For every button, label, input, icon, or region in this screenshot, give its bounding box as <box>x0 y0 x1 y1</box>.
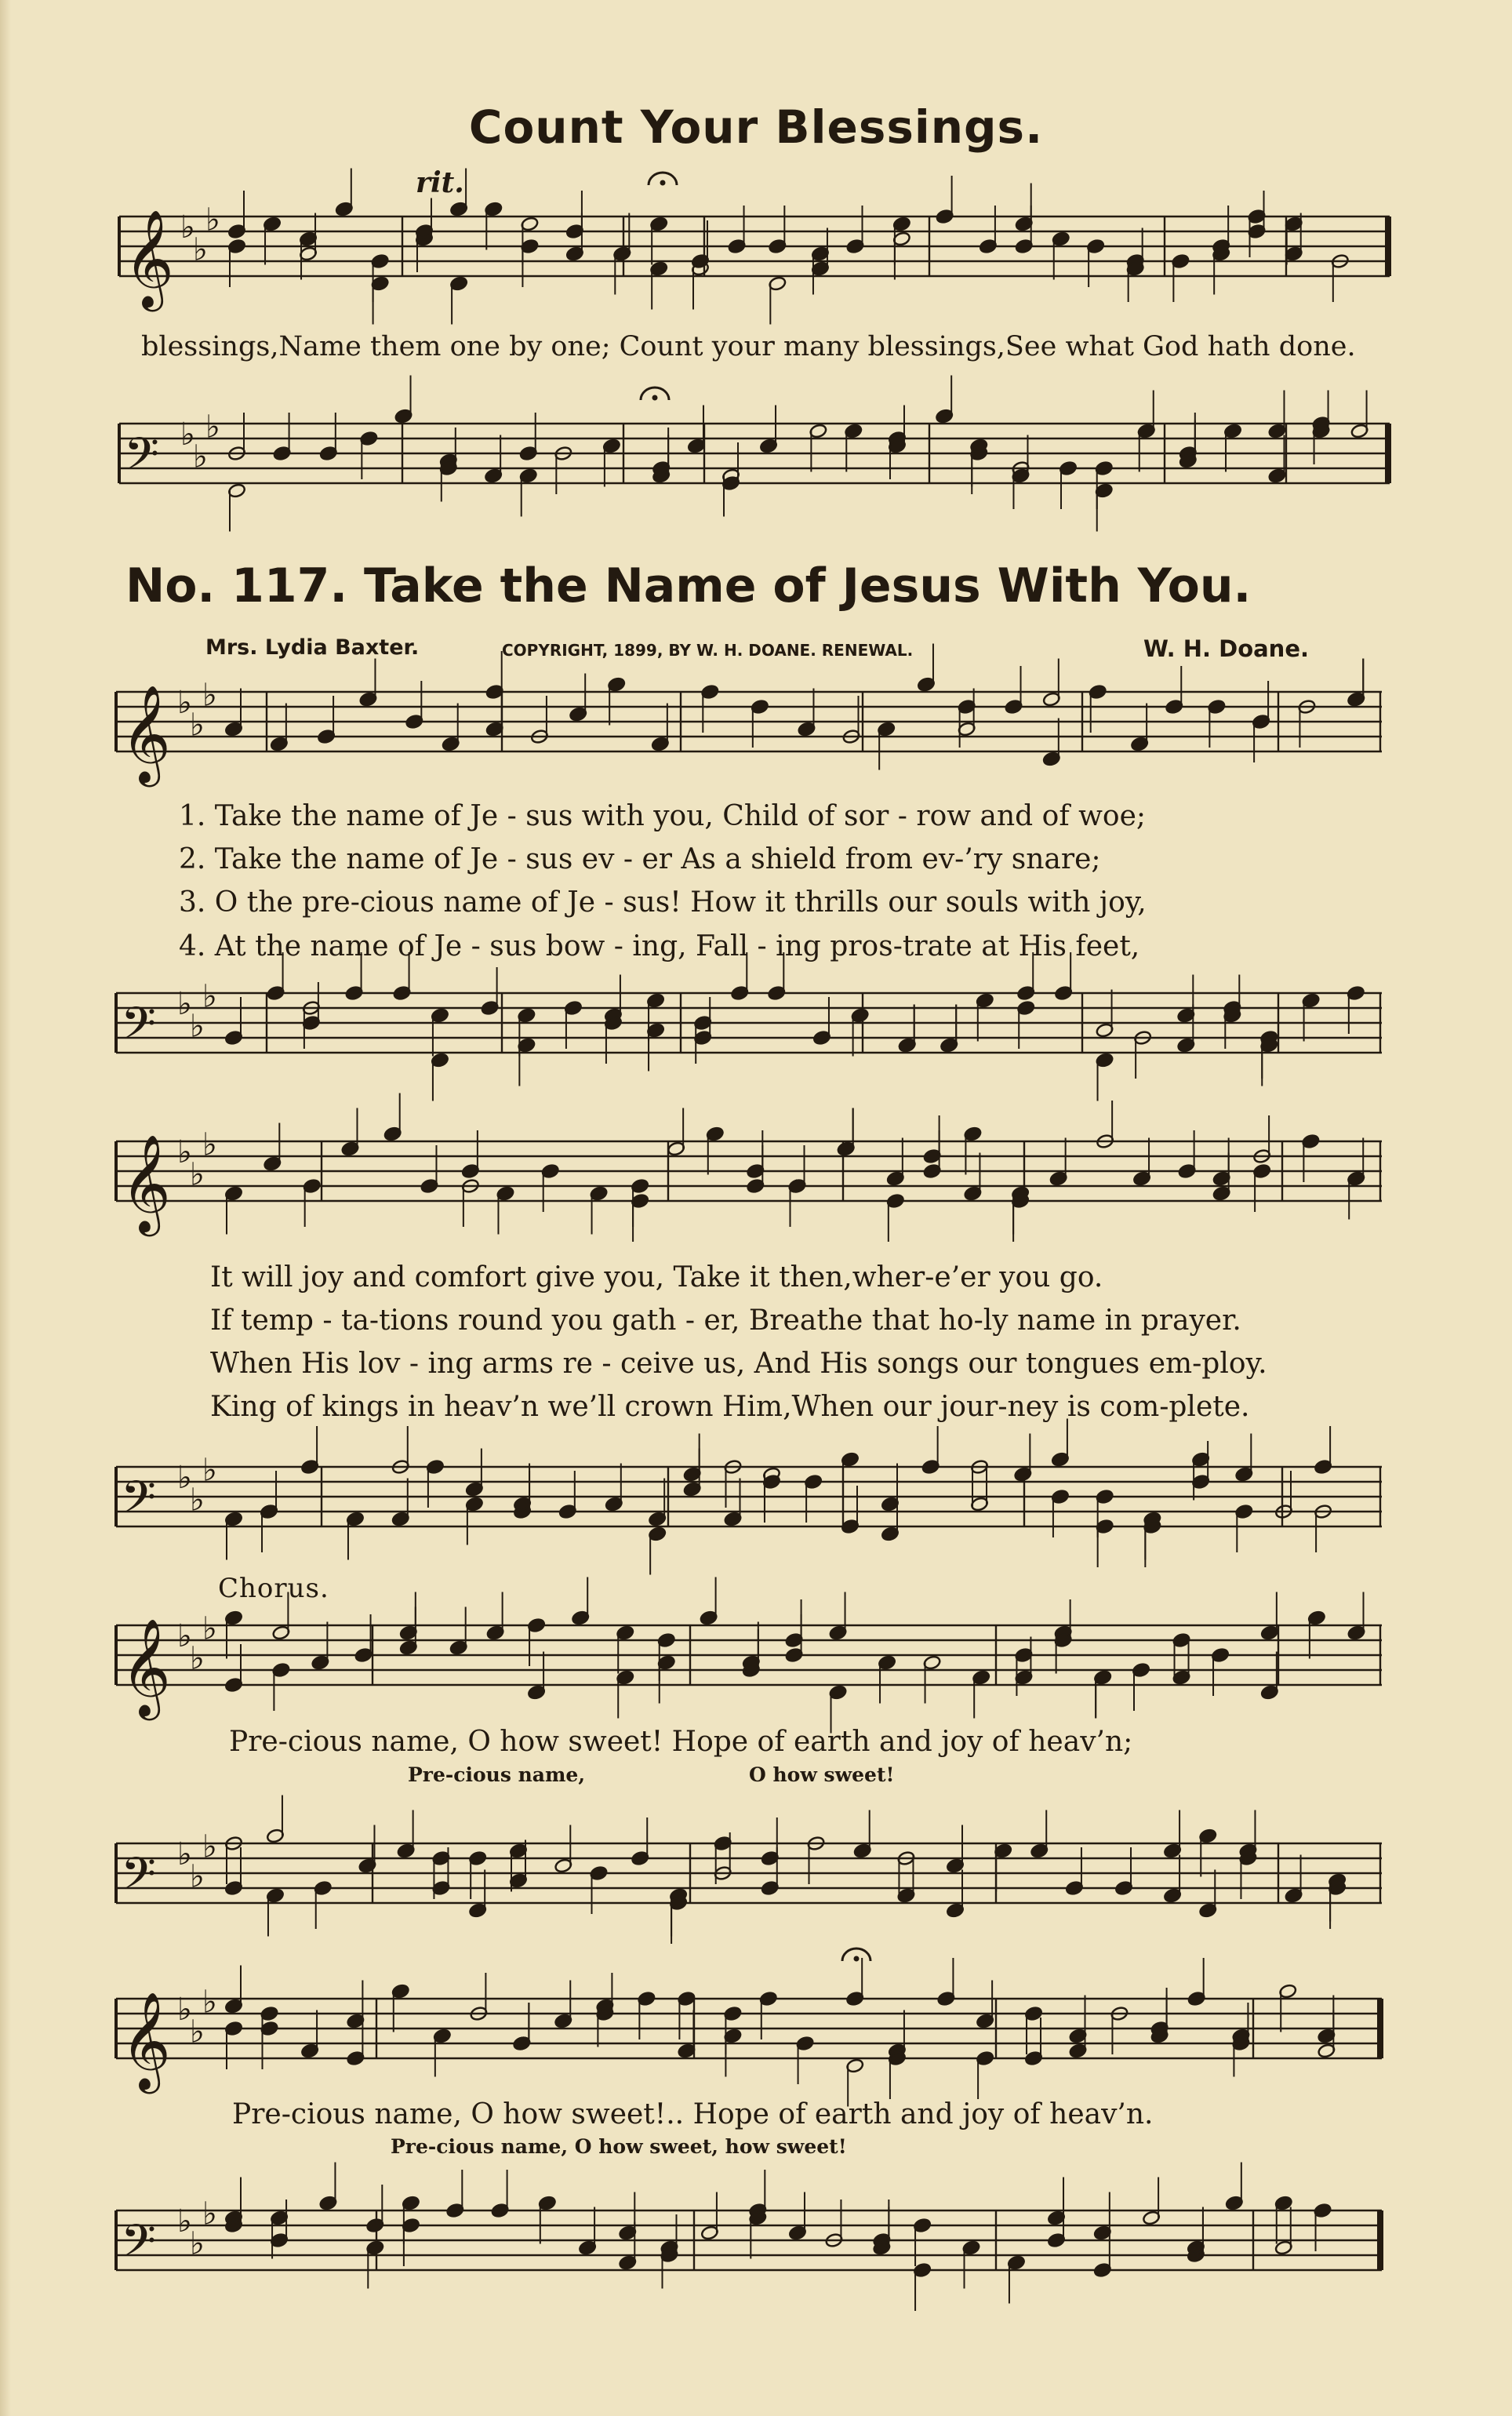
flat-sign: ♭ <box>202 2196 217 2232</box>
author-credit: Mrs. Lydia Baxter. <box>205 635 420 660</box>
flat-sign: ♭ <box>177 2203 192 2240</box>
flat-sign: ♭ <box>202 1126 217 1163</box>
flat-sign: ♭ <box>190 1858 205 1895</box>
flat-sign: ♭ <box>205 202 220 238</box>
chorus-label: Chorus. <box>218 1573 329 1604</box>
treble-clef: 𝄞 <box>124 209 174 307</box>
flat-sign: ♭ <box>177 1618 192 1654</box>
flat-sign: ♭ <box>190 2014 205 2050</box>
flat-sign: ♭ <box>202 1984 217 2021</box>
treble-clef: 𝄞 <box>121 1992 171 2090</box>
hymn-title: No. 117. Take the Name of Jesus With You. <box>125 559 1252 613</box>
flat-sign: ♭ <box>177 1836 192 1872</box>
treble-clef: 𝄞 <box>121 1134 171 1232</box>
flat-sign: ♭ <box>190 707 205 744</box>
fermata-dot <box>660 180 666 186</box>
verse3-line1: 3. O the pre-cious name of Je - sus! How it thrills our souls with joy, <box>179 886 1147 919</box>
flat-sign: ♭ <box>177 1992 192 2028</box>
verse1-line2: It will joy and comfort give you, Take it then,wher-e’er you go. <box>210 1261 1103 1294</box>
flat-sign: ♭ <box>180 209 195 246</box>
verse1-line1: 1. Take the name of Je - sus with you, Child of sor - row and of woe; <box>179 800 1147 832</box>
flat-sign: ♭ <box>202 677 217 714</box>
bass-clef: 𝄢 <box>121 2214 157 2279</box>
flat-sign: ♭ <box>202 1610 217 1647</box>
flat-sign: ♭ <box>193 231 208 268</box>
flat-sign: ♭ <box>177 1460 192 1496</box>
chorus-line1: Pre-cious name, O how sweet! Hope of earth and joy of heav’n; <box>229 1726 1133 1758</box>
flat-sign: ♭ <box>202 1452 217 1489</box>
flat-sign: ♭ <box>202 978 217 1015</box>
copyright-notice: COPYRIGHT, 1899, BY W. H. DOANE. RENEWAL. <box>502 641 914 660</box>
verse4-line1: 4. At the name of Je - sus bow - ing, Fall - ing pros-trate at His feet, <box>179 930 1140 962</box>
flat-sign: ♭ <box>193 438 208 475</box>
flat-sign: ♭ <box>177 986 192 1022</box>
flat-sign: ♭ <box>190 1482 205 1519</box>
chorus-echo-2: Pre-cious name, O how sweet, how sweet! <box>391 2135 847 2158</box>
verse2-line1: 2. Take the name of Je - sus ev - er As a shield from ev-’ry snare; <box>179 843 1101 875</box>
flat-sign: ♭ <box>190 2225 205 2262</box>
flat-sign: ♭ <box>190 1008 205 1045</box>
prev-hymn-title: Count Your Blessings. <box>468 100 1044 154</box>
fermata-dot <box>854 1956 860 1962</box>
treble-clef: 𝄞 <box>121 1618 171 1716</box>
composer-credit: W. H. Doane. <box>1143 635 1310 662</box>
chorus-echo-1b: O how sweet! <box>749 1763 895 1786</box>
verse3-line2: When His lov - ing arms re - ceive us, And His songs our tongues em-ploy. <box>210 1348 1267 1380</box>
bass-clef: 𝄢 <box>121 997 157 1061</box>
fermata-dot <box>652 395 658 401</box>
flat-sign: ♭ <box>190 1640 205 1677</box>
flat-sign: ♭ <box>180 417 195 453</box>
flat-sign: ♭ <box>177 1134 192 1170</box>
chorus-echo-1a: Pre-cious name, <box>408 1763 586 1786</box>
flat-sign: ♭ <box>177 685 192 721</box>
bass-clef: 𝄢 <box>121 1471 157 1535</box>
bass-clef: 𝄢 <box>121 1847 157 1912</box>
bass-clef: 𝄢 <box>124 428 160 492</box>
flat-sign: ♭ <box>202 1828 217 1865</box>
verse4-line2: King of kings in heav’n we’ll crown Him,When our jour-ney is com-plete. <box>210 1391 1250 1423</box>
flat-sign: ♭ <box>205 409 220 446</box>
chorus-line2: Pre-cious name, O how sweet!.. Hope of earth and joy of heav’n. <box>232 2098 1154 2130</box>
tempo-mark: rit. <box>416 166 464 199</box>
prev-hymn-lyric: blessings,Name them one by one; Count your many blessings,See what God hath done. <box>141 331 1356 362</box>
verse2-line2: If temp - ta-tions round you gath - er, Breathe that ho-ly name in prayer. <box>210 1304 1241 1337</box>
treble-clef: 𝄞 <box>121 685 171 783</box>
flat-sign: ♭ <box>190 1156 205 1193</box>
